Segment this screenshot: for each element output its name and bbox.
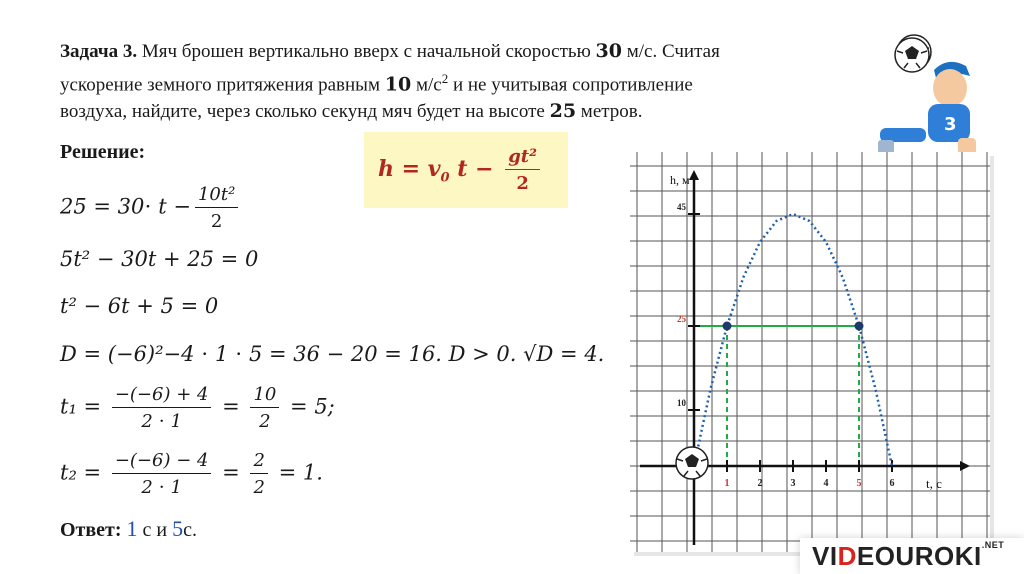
- problem-line2-b: м/с: [415, 74, 442, 96]
- problem-label: Задача 3.: [60, 41, 138, 62]
- root-t2: [60, 450, 323, 498]
- height-value: 25: [549, 100, 577, 123]
- solution-title: Решение:: [60, 141, 146, 163]
- root-t2-equals: =: [222, 460, 240, 485]
- x-tick-label: 6: [889, 478, 895, 489]
- unit-exponent: 2: [441, 71, 449, 86]
- x-tick-label: 5: [856, 478, 862, 489]
- x-tick-label: 2: [757, 478, 763, 489]
- formula-denominator: 2: [516, 173, 529, 194]
- answer-value-1: 1: [126, 516, 138, 541]
- trajectory-chart: [620, 150, 1000, 560]
- root-t2-lhs: t₂ =: [60, 460, 102, 485]
- svg-text:3: 3: [944, 114, 957, 135]
- initial-velocity: 30: [595, 40, 622, 62]
- root-t1-result: = 5;: [290, 394, 335, 419]
- answer-label: Ответ:: [60, 519, 122, 541]
- soccer-ball-icon: [676, 447, 708, 479]
- problem-line1-b: м/с. Считая: [626, 41, 720, 62]
- intersection-point: [855, 322, 864, 331]
- formula-numerator: gt²: [505, 146, 540, 170]
- formula-box: [364, 132, 568, 208]
- problem-line1-a: Мяч брошен вертикально вверх с начальной скоростью: [141, 41, 591, 62]
- problem-line3-b: метров.: [580, 101, 643, 123]
- root-t1-lhs: t₁ =: [60, 394, 102, 419]
- root-t2-result: = 1.: [278, 460, 323, 485]
- gravity-value: 10: [384, 73, 412, 96]
- intersection-point: [723, 322, 732, 331]
- equation-1-denominator: 2: [210, 211, 223, 232]
- equation-2: 5t² − 30t + 25 = 0: [60, 247, 259, 271]
- problem-line3-a: воздуха, найдите, через сколько секунд мяч будет на высоте: [60, 101, 545, 123]
- root-t2-denominator-2: 2: [253, 477, 265, 498]
- y-tick-label: 45: [677, 202, 686, 212]
- chart-background: [630, 152, 990, 552]
- root-t1-denominator-2: 2: [259, 411, 271, 432]
- root-t2-numerator-2: 2: [250, 450, 267, 474]
- equation-3: t² − 6t + 5 = 0: [60, 294, 219, 318]
- answer-mid: с и: [142, 519, 168, 541]
- y-tick-label: 10: [677, 398, 686, 408]
- root-t1: [60, 384, 335, 432]
- discriminant-equation: D = (−6)²−4 ⋅ 1 ⋅ 5 = 36 − 20 = 16. D > 0. √D = 4.: [60, 342, 605, 366]
- root-t1-numerator-2: 10: [250, 384, 279, 408]
- problem-line2-c: и не учитывая сопротивление: [452, 74, 693, 96]
- logo-part-c: EOUROKI: [856, 541, 982, 571]
- equation-1-lhs: 25 = 30⋅ t −: [60, 194, 191, 219]
- formula-mid: t −: [457, 156, 494, 182]
- problem-text: [60, 38, 860, 125]
- root-t2-numerator: −(−6) − 4: [112, 450, 212, 474]
- logo-part-b: D: [837, 541, 857, 571]
- root-t1-equals: =: [222, 394, 240, 419]
- equation-1-numerator: 10t²: [195, 184, 238, 208]
- x-tick-label: 3: [790, 478, 796, 489]
- height-formula: [378, 146, 544, 194]
- x-tick-label: 1: [724, 478, 730, 489]
- problem-line2-a: ускорение земного притяжения равным: [60, 74, 380, 96]
- logo-part-a: VI: [812, 541, 838, 571]
- videouroki-logo: [800, 538, 1024, 574]
- root-t1-numerator: −(−6) + 4: [112, 384, 212, 408]
- root-t1-denominator: 2 ⋅ 1: [141, 411, 182, 432]
- x-tick-label: 4: [823, 478, 829, 489]
- soccer-ball-icon: [892, 35, 932, 75]
- equation-1: [60, 184, 242, 232]
- logo-net: .NET: [981, 540, 1005, 550]
- answer-end: с.: [183, 519, 198, 541]
- x-axis-label: t, с: [926, 476, 942, 491]
- root-t2-denominator: 2 ⋅ 1: [141, 477, 182, 498]
- answer-line: [60, 516, 197, 542]
- y-axis-label: h, м: [670, 173, 690, 187]
- formula-lhs: h = v: [378, 156, 441, 182]
- answer-value-2: 5: [172, 516, 184, 541]
- formula-subscript: 0: [440, 170, 450, 186]
- y-tick-label: 25: [677, 314, 686, 324]
